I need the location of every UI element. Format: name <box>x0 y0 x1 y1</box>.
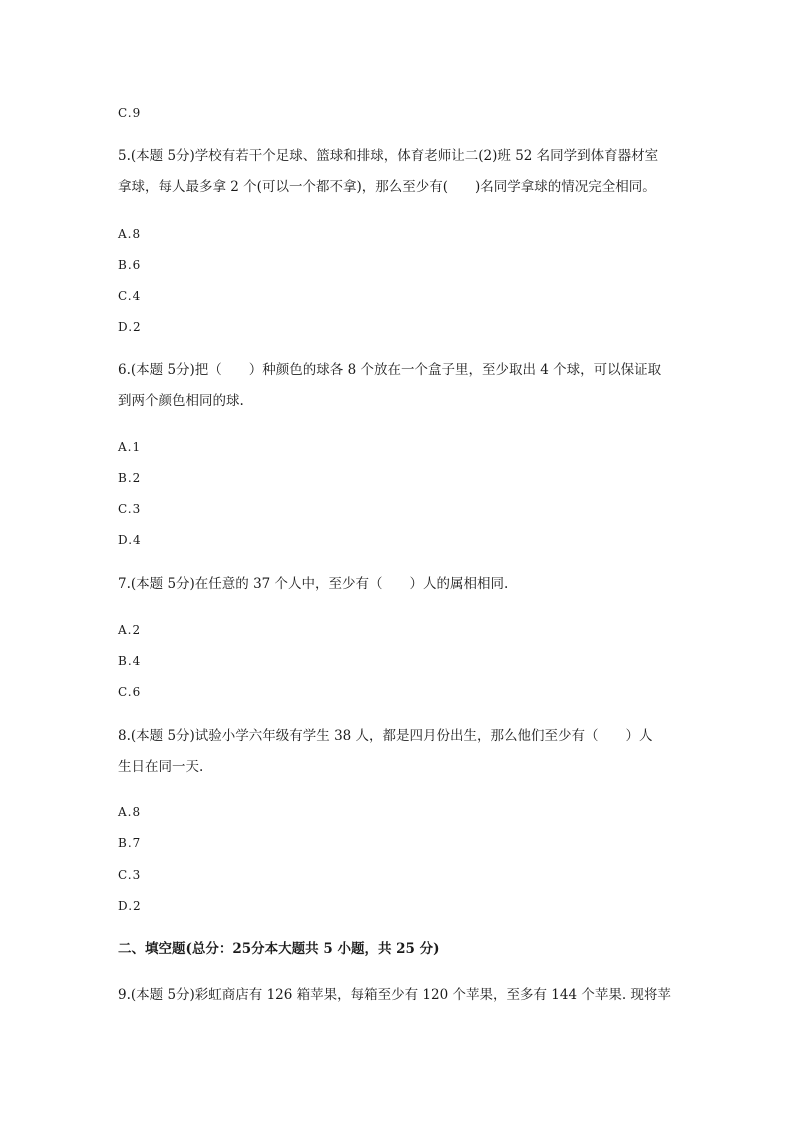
question-7-text: 7.(本题 5分)在任意的 37 个人中，至少有（ ）人的属相相同. <box>118 576 509 592</box>
option-a: A.1 <box>118 440 142 454</box>
option-b: B.6 <box>118 258 142 272</box>
option-a: A.8 <box>118 227 142 241</box>
option-c: C.3 <box>118 868 142 882</box>
option-c: C.4 <box>118 289 142 303</box>
option-c: C.9 <box>118 106 142 120</box>
question-9-text: 9.(本题 5分)彩虹商店有 126 箱苹果，每箱至少有 120 个苹果，至多有 144 个苹果. 现将苹 <box>118 987 671 1003</box>
option-c: C.6 <box>118 685 142 699</box>
question-8-text: 8.(本题 5分)试验小学六年级有学生 38 人，都是四月份出生，那么他们至少有（ ）人 <box>118 728 653 744</box>
question-5-text-cont: 拿球，每人最多拿 2 个(可以一个都不拿)，那么至少有( )名同学拿球的情况完全相同。 <box>118 179 656 195</box>
question-8-text-cont: 生日在同一天. <box>118 759 204 775</box>
option-b: B.7 <box>118 836 142 850</box>
option-d: D.4 <box>118 533 142 547</box>
question-5-text: 5.(本题 5分)学校有若干个足球、篮球和排球，体育老师让二(2)班 52 名同学到体育器材室 <box>118 148 659 164</box>
section-heading-fill-in: 二、填空题(总分：25分本大题共 5 小题，共 25 分) <box>118 941 440 957</box>
question-6-text: 6.(本题 5分)把（ ）种颜色的球各 8 个放在一个盒子里，至少取出 4 个球，可以保证取 <box>118 362 662 378</box>
option-d: D.2 <box>118 899 142 913</box>
question-6-text-cont: 到两个颜色相同的球. <box>118 393 244 409</box>
option-b: B.2 <box>118 471 142 485</box>
option-a: A.2 <box>118 623 142 637</box>
option-a: A.8 <box>118 805 142 819</box>
option-b: B.4 <box>118 654 142 668</box>
option-c: C.3 <box>118 502 142 516</box>
option-d: D.2 <box>118 320 142 334</box>
